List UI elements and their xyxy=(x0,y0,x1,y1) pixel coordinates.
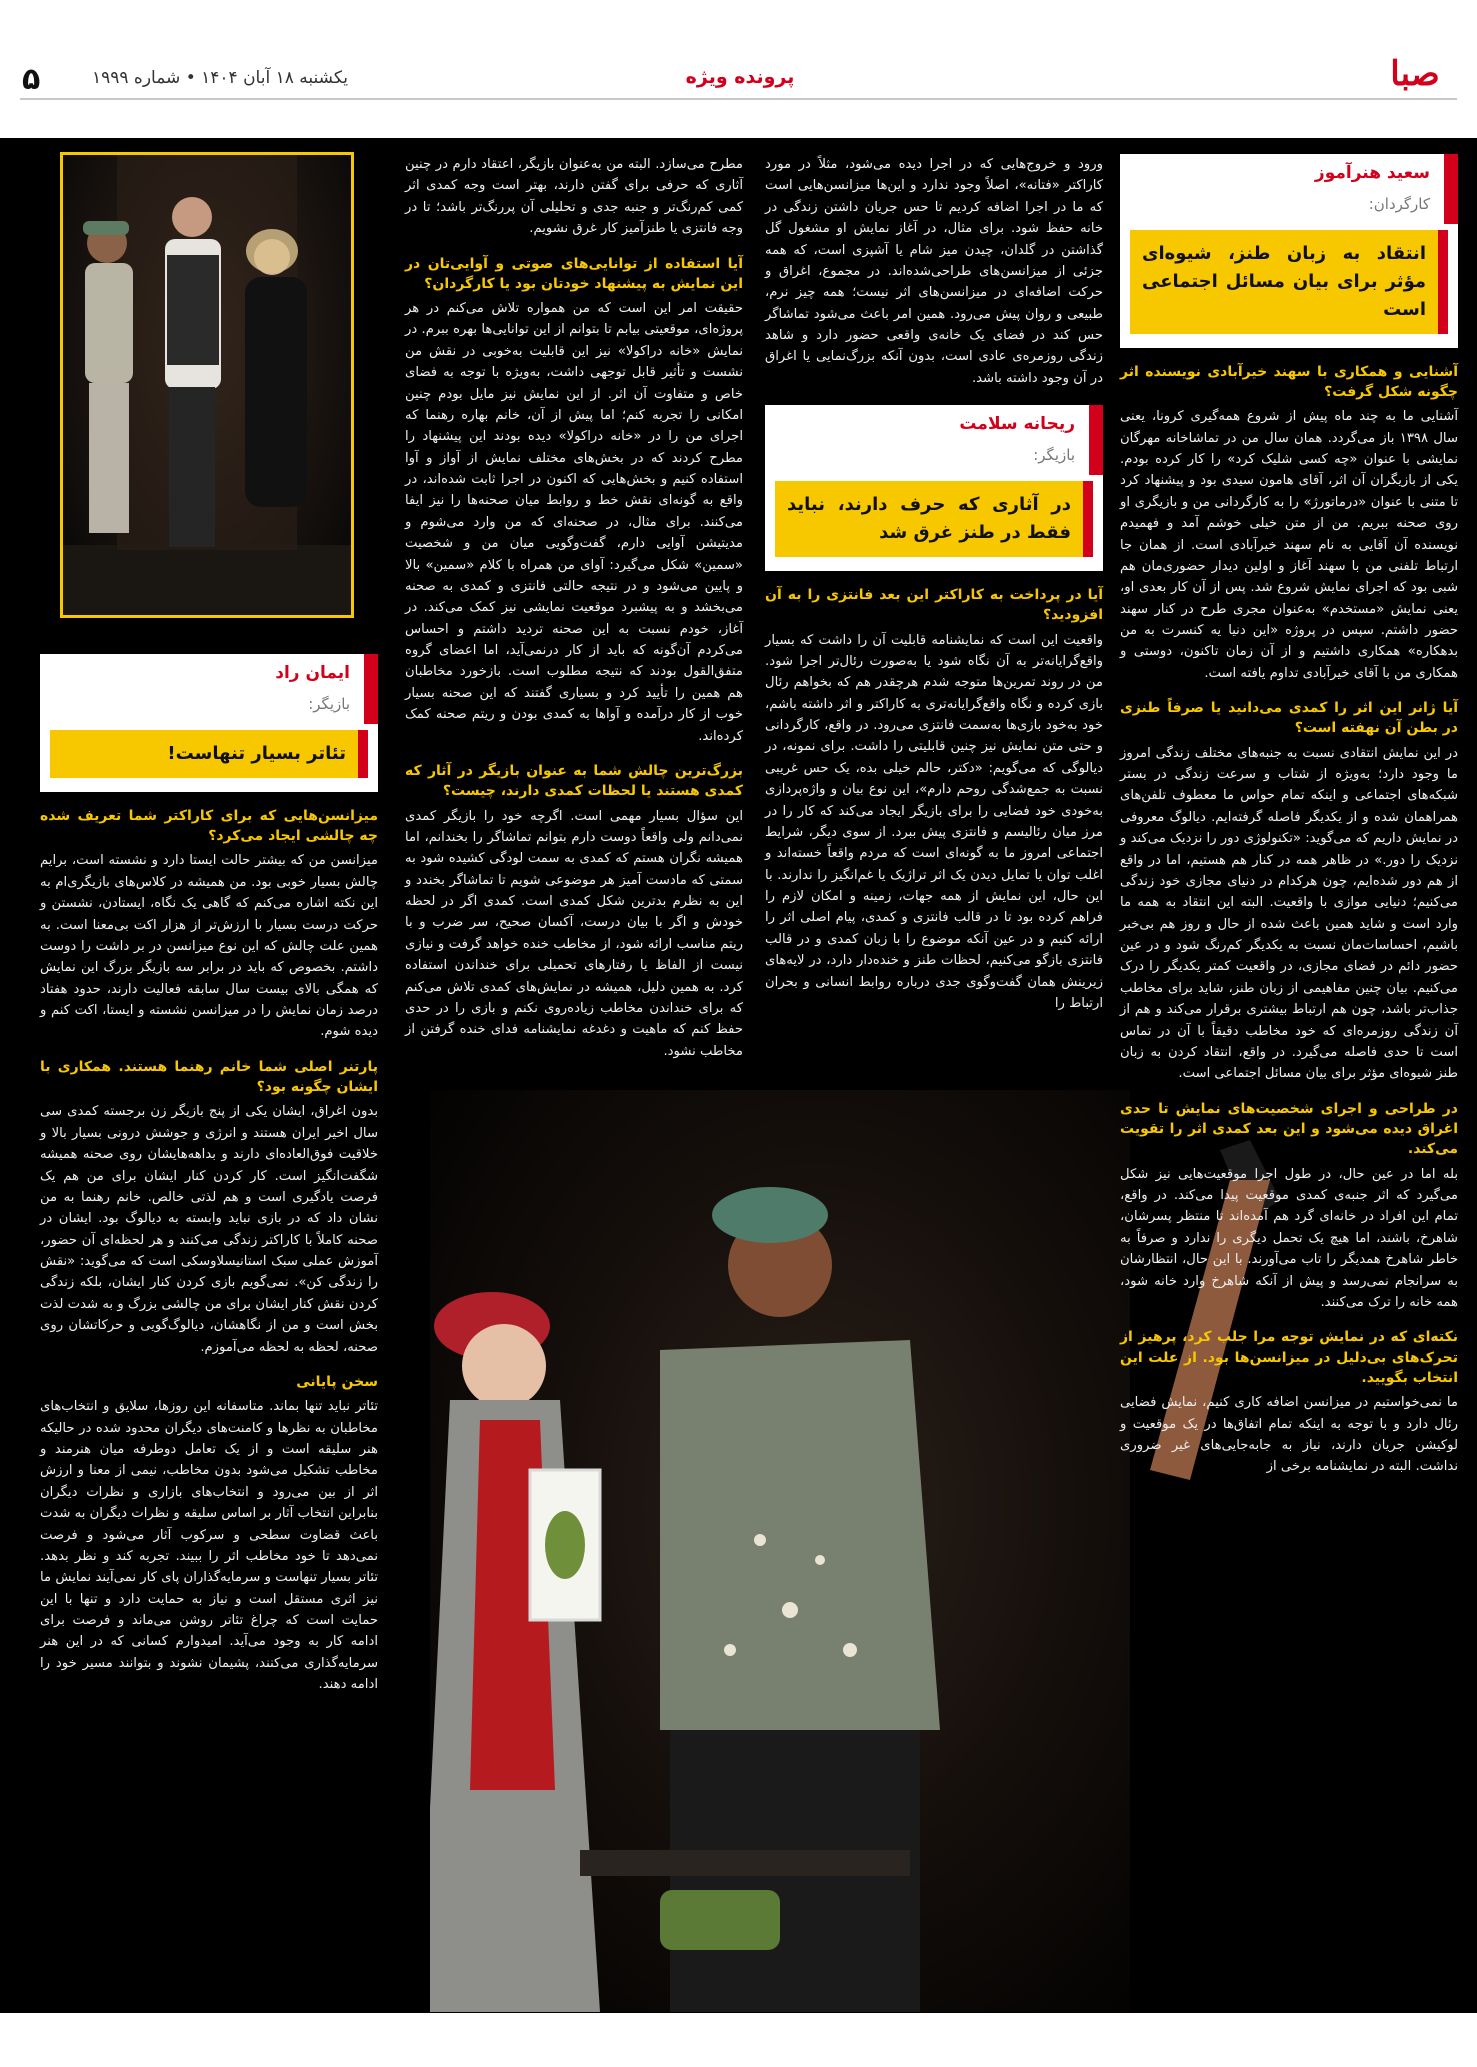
stage-photo-top xyxy=(60,152,354,618)
speaker-name: سعید هنرآموز xyxy=(1314,163,1430,183)
pull-quote-box xyxy=(765,475,1103,571)
question: سخن پایانی xyxy=(296,1373,378,1390)
speaker-role: بازیگر: xyxy=(1033,445,1075,464)
page-number: ۵ xyxy=(22,62,41,97)
question: در طراحی و اجرای شخصیت‌های نمایش تا حدی اغراق دیده می‌شود و این بعد کمدی اثر را تقویت می‌کند. xyxy=(1120,1100,1458,1158)
answer: حقیقت امر این است که من همواره تلاش می‌کنم در هر پروژه‌ای، موقعیتی بیابم تا بتوانم از این توانایی‌ها بهره ببرم. در نمایش «خانه دراکولا» نیز این قابلیت به‌خوبی در نقش من نشست و تأثیر قابل توجهی داشت، به‌ویژه با توجه به فضای خاص و متفاوت آن اثر. از این نمایش نیز مایل بودم چنین امکانی را تجربه کنم؛ اما پیش از آن، خانم بهاره رهنما که اجرای من را در «خانه دراکولا» دیده بودند این پیشنهاد را مطرح کردند که در بخش‌های مختلف نمایش از آواز و آوا استفاده کنیم و بخش‌هایی که اکنون در اجرا ثابت شده‌اند، در واقع به گونه‌ای نقش خط و روابط میان صحنه‌ها را نیز ایفا می‌کنند. برای مثال، در صحنه‌ای که من وارد می‌شوم و مدیتیشن آوایی دارم، گفت‌وگویی میان من و شخصیت «سمین» شکل می‌گیرد: آوای من همراه با کلام «سمین» بالا و پایین می‌شود و در نتیجه حالتی فانتزی و کمدی به صحنه می‌بخشد و به پیشبرد موقعیت نمایشی نیز کمک می‌کند. در آغاز، خودم نسبت به این صحنه تردید داشتم و احساس می‌کردم آن‌گونه که باید از کار درنمی‌آید، اما اعضای گروه متفق‌القول بودند که نتیجه مطلوب است. بازخورد مخاطبان هم همین را تأیید کرد و بسیاری گفتند که این صحنه بسیار خوب از کار درآمده و آواها به کمدی بودن و ریتم صحنه کمک کرده‌اند. xyxy=(405,301,743,744)
pull-quote-box xyxy=(1120,224,1458,348)
column-4 xyxy=(40,654,378,1700)
question: آیا ژانر این اثر را کمدی می‌دانید یا صرفاً طنزی در بطن آن نهفته است؟ xyxy=(1120,700,1458,737)
question: آشنایی و همکاری با سهند خیرآبادی نویسنده اثر چگونه شکل گرفت؟ xyxy=(1120,363,1458,400)
answer: بله اما در عین حال، در طول اجرا موقعیت‌هایی نیز شکل می‌گیرد که اثر جنبه‌ی کمدی موقعیت پیدا می‌کند. در واقع، تمام این افراد در خانه‌ای گرد هم آمده‌اند تا منتظر پسرشان، شاهرخ، باشند، اما هیچ یک تحمل دیگری را ندارد و صرفاً به خاطر شاهرخ همدیگر را تاب می‌آورند. با این حال، انتظارشان به سرانجام نمی‌رسد و پیش از آنکه شاهرخ وارد خانه شود، همه خانه را ترک می‌کنند. xyxy=(1120,1166,1458,1310)
question: آیا استفاده از توانایی‌های صوتی و آوایی‌تان در این نمایش به پیشنهاد خودتان بود یا کارگردان؟ xyxy=(405,255,743,292)
speaker-block-actor xyxy=(40,654,378,792)
answer: ما نمی‌خواستیم در میزانسن اضافه کاری کنیم، نمایش فضایی رئال دارد و با توجه به اینکه تمام اتفاق‌ها در یک موقعیت و لوکیشن جریان دارند، نیاز به جابه‌جایی‌های غیر ضروری نداشت. البته در نمایشنامه برخی از xyxy=(1120,1395,1458,1475)
speaker-name: ریحانه سلامت xyxy=(959,414,1075,435)
question: آیا در پرداخت به کاراکتر این بعد فانتزی را به آن افزودید؟ xyxy=(765,586,1103,624)
pull-quote: تئاتر بسیار تنهاست! xyxy=(50,730,368,778)
speaker-role: بازیگر: xyxy=(308,694,350,713)
answer: آشنایی ما به چند ماه پیش از شروع همه‌گیری کرونا، یعنی سال ۱۳۹۸ باز می‌گردد. همان سال من در تماشاخانه مهرگان نمایشی با عنوان «چه کسی شلیک کرد» را کار کرده بودم. یکی از بازیگران آن اثر، آقای هامون سیدی بود و پیشنهاد کرد تا متنی با عنوان «درماتورژ» را به کارگردانی من و بازیگری او روی صحنه ببریم. من از متن خیلی خوشم آمد و فهمیدم نویسنده آن آقایی به نام سهند خیرآبادی است. از همان جا ارتباط تلفنی من با سهند آغاز و اولین دیدار حضوری‌مان هم شبی بود که اجرای نمایش شروع شد. پس از آن کار بعدی او، یعنی نمایش «مستخدم» به‌عنوان مجری طرح در کنار سهند حضور داشتم. سپس در پروژه «این دنیا یه کنسرت به من بدهکاره» همکاری داشتیم و از آن زمان تاکنون، دوستی و همکاری من با آقای خیرآبادی تداوم یافته است. xyxy=(1120,409,1458,681)
question: بزرگ‌ترین چالش شما به عنوان بازیگر در آثار که کمدی هستند یا لحظات کمدی دارند، چیست؟ xyxy=(405,762,743,800)
header-divider xyxy=(20,98,1457,100)
question: نکته‌ای که در نمایش توجه مرا جلب کرد، پرهیز از تحرک‌های بی‌دلیل در میزانسن‌ها بود. از علت این انتخاب بگویید. xyxy=(1120,1329,1458,1386)
answer: واقعیت این است که نمایشنامه قابلیت آن را داشت که بسیار واقع‌گرایانه‌تر به آن نگاه شود یا به‌صورت رئال‌تر اجرا شود. من در روند تمرین‌ها متوجه شدم هرچقدر هم که بخواهم رئال بازی کرده و نگاه واقع‌گرایانه‌تری به کاراکتر و اثر داشته باشم، خود به‌خود بازی‌ها به‌سمت فانتزی می‌رود. در واقع، کارگردانی و حتی متن نمایش نیز چنین قابلیتی را داشت. برای نمونه، در دیالوگی که می‌گویم: «دکتر، حالم خیلی بده، یک حس غریبی نسبت به جمع‌شدگی روحم دارم»، این نوع بیان و واژه‌پردازی به‌خودی خود فضایی را برای بازیگر ایجاد می‌کند که کار را در مرز میان رئالیسم و فانتزی پیش ببرد. از سوی دیگر، شرایط اجتماعی امروز ما به گونه‌ای است که مردم واقعاً خسته‌اند و اغلب توان یا تمایل دیدن یک اثر تراژیک یا غم‌انگیز را ندارند. با این حال، این نمایش از همه جهات، زمینه و امکان لازم را فراهم کرده بود تا در قالب فانتزی و کمدی، پیام اصلی اثر را ارائه کنیم و در عین آنکه موضوع را با زبان کمدی و در قالب فانتزی بازگو می‌کنیم، لحظات طنز و خنده‌دار دارد، در لایه‌های زیرینش همان گفت‌وگوی جدی درباره روابط انسانی و بحران ارتباط را xyxy=(765,632,1103,1011)
question: میزانسن‌هایی که برای کاراکتر شما تعریف شده چه چالشی ایجاد می‌کرد؟ xyxy=(40,807,378,845)
answer: بدون اغراق، ایشان یکی از پنج بازیگر زن برجسته کمدی سی سال اخیر ایران هستند و انرژی و جوشش درونی بسیار بالا و خلاقیت فوق‌العاده‌ای دارند و بداهه‌هایشان روی صحنه همیشه شگفت‌انگیز است. کار کردن کنار ایشان برای من هم یک فرصت یادگیری است و هم لذتی خالص. خانم رهنما به من نشان داد که در بازی نباید وابسته به دیالوگ بود. ایشان در صحنه کاملاً با کاراکتر زندگی می‌کنند و هر لحظه‌ای آن حضور، آموزش عملی سبک استانیسلاوسکی است که می‌گوید: «نقش را زندگی کن». نمی‌گویم بازی کردن کنار ایشان، بلکه زندگی کردن نقش کنار ایشان برای من چالشی بزرگ و به شدت لذت بخش است و من از نگاهشان، دیالوگ‌گویی و حرکاتشان روی صحنه، لحظه به لحظه می‌آموزم. xyxy=(40,1104,378,1355)
answer-continued: ورود و خروج‌هایی که در اجرا دیده می‌شود، مثلاً در مورد کاراکتر «فتانه»، اصلاً وجود ندارد و این‌ها میزانسن‌هایی است که ما در اجرا اضافه کردیم تا حس جریان داشتن زندگی در خانه حفظ شود. برای مثال، در آغاز نمایش او مشغول گل گذاشتن در گلدان، چیدن میز شام یا آشپزی است، که همه جزئی از میزانسن‌های طراحی‌شده‌اند. در مجموع، اغراق و حرکت اضافه‌ای در میزانسن‌های اثر نیست؛ همه چیز نرم، طبیعی و روان پیش می‌رود. همین امر باعث می‌شود تماشاگر حس کند در فضای یک خانه‌ی واقعی حضور دارد و شاهد زندگی روزمره‌ی عادی است، بدون آنکه بزرگ‌نمایی یا اغراق در آن وجود داشته باشد. xyxy=(765,157,1103,386)
answer: تئاتر نباید تنها بماند. متاسفانه این روزها، سلایق و انتخاب‌های مخاطبان به نظرها و کامنت‌های دیگران محدود شده در حالیکه هنر سلیقه است و از یک تعامل دوطرفه میان هنرمند و مخاطب تشکیل می‌شود بدون مخاطب، نیمی از معنا و ارزش اثر از بین می‌رود و انتخاب‌های بازاری و نظرات دیگران بنابراین انتخاب آثار بر اساس سلیقه و نظرات دیگران به شدت باعث قضاوت سطحی و سرکوب آثار می‌شود و فرصت نمی‌دهد تا خود مخاطب اثر را ببیند. تجربه کند و نظر بدهد. تئاتر بسیار تنهاست و سرمایه‌گذاران پای کار نمی‌آیند نمایش ما نیز اثری مستقل است و نیاز به حمایت دارد و تنها با این حمایت است که چراغ تئاتر روشن می‌ماند و فرصت برای ادامه کار به وجود می‌آید. امیدوارم کسانی که در این هنر سرمایه‌گذاری می‌کنند، پشیمان نشوند و بتوانند مسیر خود را ادامه دهند. xyxy=(40,1399,378,1693)
speaker-header xyxy=(765,405,1103,475)
page-footer-margin xyxy=(0,2013,1477,2067)
speaker-role: کارگردان: xyxy=(1368,194,1430,213)
speaker-header xyxy=(40,654,378,724)
stage-photo-illustration xyxy=(60,155,351,618)
answer: این سؤال بسیار مهمی است. اگرچه خود را بازیگر کمدی نمی‌دانم ولی واقعاً دوست دارم بتوانم تماشاگر را بخندانم، اما همیشه نگران هستم که کمدی به سمت لودگی کشیده شود به سمتی که مادست آمیز هر موضوعی شویم تا تماشاگر بخندد و این به نظرم بدترین شکل کمدی است. کمدی اگر در لحظه خودش و اگر با بیان درست، آکسان صحیح، سر ضرب و با ریتم مناسب ارائه شود، از مخاطب خنده خواهد گرفت و نیازی نیست از الفاظ یا رفتارهای تحمیلی برای خنداندن استفاده کرد. به همین دلیل، همیشه در نمایش‌های کمدی تلاش می‌کنم که برای خنداندن مخاطب زیاده‌روی نکنم و بازی را در حدی حفظ کنم که ماهیت و دغدغه نمایشنامه فدای خنده گرفتن از مخاطب نشود. xyxy=(405,808,743,1059)
speaker-block-actress xyxy=(765,405,1103,571)
issue-info: یکشنبه ۱۸ آبان ۱۴۰۴ • شماره ۱۹۹۹ xyxy=(92,68,348,88)
speaker-block-director xyxy=(1120,154,1458,348)
answer-continued: مطرح می‌سازد. البته من به‌عنوان بازیگر، اعتقاد دارم در چنین آثاری که حرفی برای گفتن دارند، بهتر است وجه کمدی اثر کمی کم‌رنگ‌تر و جنبه جدی و تحلیلی آن پررنگ‌تر باشد؛ تا در وجه فانتزی یا طنزآمیز کار غرق نشویم. xyxy=(405,157,743,237)
page-header xyxy=(0,0,1477,138)
section-title: پرونده ویژه xyxy=(685,66,795,88)
logo-text: صبا xyxy=(1390,54,1440,94)
logo xyxy=(1375,52,1455,96)
speaker-name: ایمان راد xyxy=(275,663,350,683)
answer: در این نمایش انتقادی نسبت به جنبه‌های مختلف زندگی امروز ما وجود دارد؛ به‌ویژه از شتاب و سرعت زندگی در بستر شبکه‌های اجتماعی و اینکه تمام حواس ما معطوف تلفن‌های همراهمان شده و از یکدیگر فاصله گرفته‌ایم. دیالوگ معروفی در نمایش داریم که می‌گوید: «تکنولوژی دور را نزدیک می‌کند و نزدیک را دور.» در ظاهر همه در کنار هم هستیم، اما در واقع از هم دور شده‌ایم، چون هرکدام در دنیای مجازی خود زندگی می‌کنیم؛ دنیایی موازی با واقعیت. البته این انتقاد به همه ما وارد است و شاید همین باعث شده از حال و روز هم بی‌خبر باشیم، احساسات‌مان نسبت به یکدیگر کم‌رنگ شود و در عین حضور دائم در فضای مجازی، در واقعیت کمتر یکدیگر را درک می‌کنیم. بیان چنین مفاهیمی از زبان طنز، شاید برای مخاطب جذاب‌تر باشد، چون هم ارتباط بیشتری برقرار می‌کند و هم از آن زندگی روزمره‌ای که خود مخاطب دقیقاً با آن در تماس است تا حدی فاصله می‌گیرد. در واقع، انتقاد کردن به زبان طنز شیوه‌ای مؤثر برای بیان مسائل اجتماعی است. xyxy=(1120,745,1458,1082)
question: پارتنر اصلی شما خانم رهنما هستند. همکاری با ایشان چگونه بود؟ xyxy=(40,1058,378,1096)
pull-quote: در آثاری که حرف دارند، نباید فقط در طنز غرق شد xyxy=(775,481,1093,557)
column-1 xyxy=(1120,154,1458,1482)
answer: میزانسن من که بیشتر حالت ایستا دارد و نشسته است، برایم چالش بسیار خوبی بود. من همیشه در کلاس‌های بازیگری‌ام به این نکته اشاره می‌کنم که گاهی یک نگاه، ایستادن، نشستن و حرکت درست بسیار با ارزش‌تر از هزار اکت بی‌معنا است. به همین علت چالش که این نوع میزانسن در بر داشت را دوست داشتم. بخصوص که باید در برابر سه بازیگر بزرگ این نمایش که همگی بالای بیست سال سابقه فعالیت دارند، حدود هفتاد درصد زمان نمایش را در میزانسن نشسته و ایستا، اکت کنم و دیده شوم. xyxy=(40,853,378,1040)
column-3 xyxy=(405,154,743,1066)
speaker-header xyxy=(1120,154,1458,224)
pull-quote-box xyxy=(40,724,378,792)
pull-quote: انتقاد به زبان طنز، شیوه‌ای مؤثر برای بیان مسائل اجتماعی است xyxy=(1130,230,1448,334)
column-2 xyxy=(765,154,1103,1018)
